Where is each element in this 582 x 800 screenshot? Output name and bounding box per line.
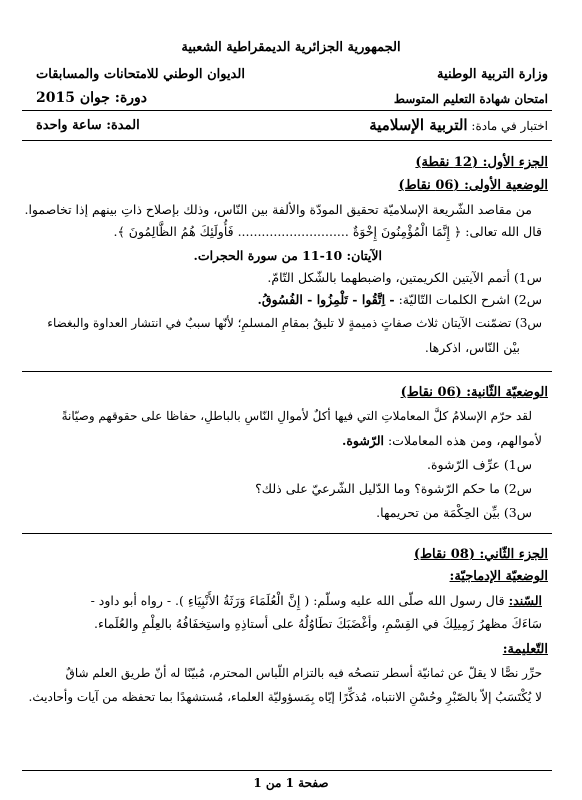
quran-verse: قال الله تعالى: ﴿ إِنَّمَا الْمُؤْمِنُونَ إِخْوَةٌ ............................ فَأُولَئِكَ هُمُ الظَّالِمُونَ ﴾. xyxy=(113,224,542,239)
question-2-1: س1) عرِّف الرّشوة. xyxy=(427,457,532,472)
subject-line xyxy=(369,116,548,134)
header-divider-bottom xyxy=(22,140,552,141)
republic-title: الجمهورية الجزائرية الديمقراطية الشعبية xyxy=(181,40,401,55)
exam-office: الديوان الوطني للامتحانات والمسابقات xyxy=(36,67,245,82)
verse-reference: الآيتان: 10-11 من سورة الحجرات. xyxy=(193,248,382,263)
situation2-lead: لأموالهم، ومن هذه المعاملات: xyxy=(387,433,542,448)
support-text: قال رسول الله صلّى الله عليه وسلّم: ( إِنَّ الْعُلَمَاءَ وَرَثَةُ الأَنْبِيَاءِ ). - رواه أبو داود - xyxy=(90,593,505,608)
instruction-label: التّعليمة: xyxy=(502,642,548,657)
ministry-name: وزارة التربية الوطنية xyxy=(437,67,548,82)
support-label: السّند: xyxy=(508,593,542,608)
instruction-line-1: حرِّر نصًّا لا يقلّ عن ثمانيّة أسطر تنصحُه فيه بالتزام اللّباس المحترم، مُبيّنًا له أنّ طريق العلم شاقٌ xyxy=(65,666,542,680)
part1-title: الجزء الأول: (12 نقطة) xyxy=(415,155,548,170)
situation1-title: الوضعية الأولى: (06 نقاط) xyxy=(398,178,548,193)
footer-divider xyxy=(22,770,552,771)
page-number: صفحة 1 من 1 xyxy=(253,776,329,790)
situation2-text-cont xyxy=(342,433,542,448)
part2-title: الجزء الثّاني: (08 نقاط) xyxy=(413,547,548,562)
situation2-key: الرّشوة. xyxy=(341,433,384,448)
section-divider-1 xyxy=(22,371,552,372)
question-1-3: س3) تضمّنت الآيتان ثلاث صفاتٍ ذميمةٍ لا تليقُ بمقامِ المسلمِ؛ لأنّها سببٌ في انتشار العداوة والبغضاء xyxy=(47,316,542,330)
exam-duration: المدة: ساعة واحدة xyxy=(36,118,140,133)
question-2-3: س3) بيِّن الحِكْمَة من تحريمها. xyxy=(376,505,532,520)
question-2-2: س2) ما حكم الرّشوة؟ وما الدّليل الشّرعيّ على ذلك؟ xyxy=(255,481,532,496)
situation2-text: لقد حرّم الإسلامُ كلَّ المعاملاتِ التي فيها أكلٌ لأموالِ النّاسِ بالباطلِ، حفاظا على حقوقهم وصيّانةً xyxy=(61,409,532,423)
question-1-2-words: - اِتَّقُوا - تَلْمِزُوا - الفُسُوقُ. xyxy=(257,292,395,307)
integration-title: الوضعيّة الإدماجيّة: xyxy=(449,569,548,584)
support-line xyxy=(91,593,542,608)
situation2-title: الوضعيّة الثّانية: (06 نقاط) xyxy=(400,385,548,400)
section-divider-2 xyxy=(22,533,552,534)
exam-name: امتحان شهادة التعليم المتوسط xyxy=(393,92,548,106)
instruction-line-2: لا يُكْتَسَبُ إلاّ بالصّبْرِ وحُسْنِ الانتباه، مُذكِّرًا إيّاه بِمَسؤوليّة العلماء، مُستشهدًا بما تحفظه من آيات وأحاديث. xyxy=(28,690,542,704)
subject-label: اختبار في مادة: xyxy=(471,119,548,133)
question-1-2-lead: س2) اشرح الكلمات التّاليّة: xyxy=(398,292,542,307)
subject-name: التربية الإسلامية xyxy=(369,116,468,134)
exam-session: دورة: جوان 2015 xyxy=(36,90,148,106)
question-1-2 xyxy=(258,292,542,307)
question-1-3-cont: بيْن النّاس، اذكرها. xyxy=(424,340,520,355)
question-1-1: س1) أتمم الآيتين الكريمتين، واضبطهما بالشّكل التّامّ. xyxy=(267,270,542,285)
header-divider-top xyxy=(22,110,552,111)
support-line-2: سَاءَكَ مظهرُ زَمِيلِكَ في القِسْمِ، وأغْضَبَكَ تطَاوُلُهُ على أستاذِهِ واستِخفَافُهُ بالعِلْمِ والعُلَماء. xyxy=(94,616,542,631)
situation1-text: من مقاصد الشّريعة الإسلاميّة تحقيق المودّة والألفة بين النّاس، وذلك بإصلاح ذاتِ بينهم إذا تخاصموا. xyxy=(24,202,532,217)
